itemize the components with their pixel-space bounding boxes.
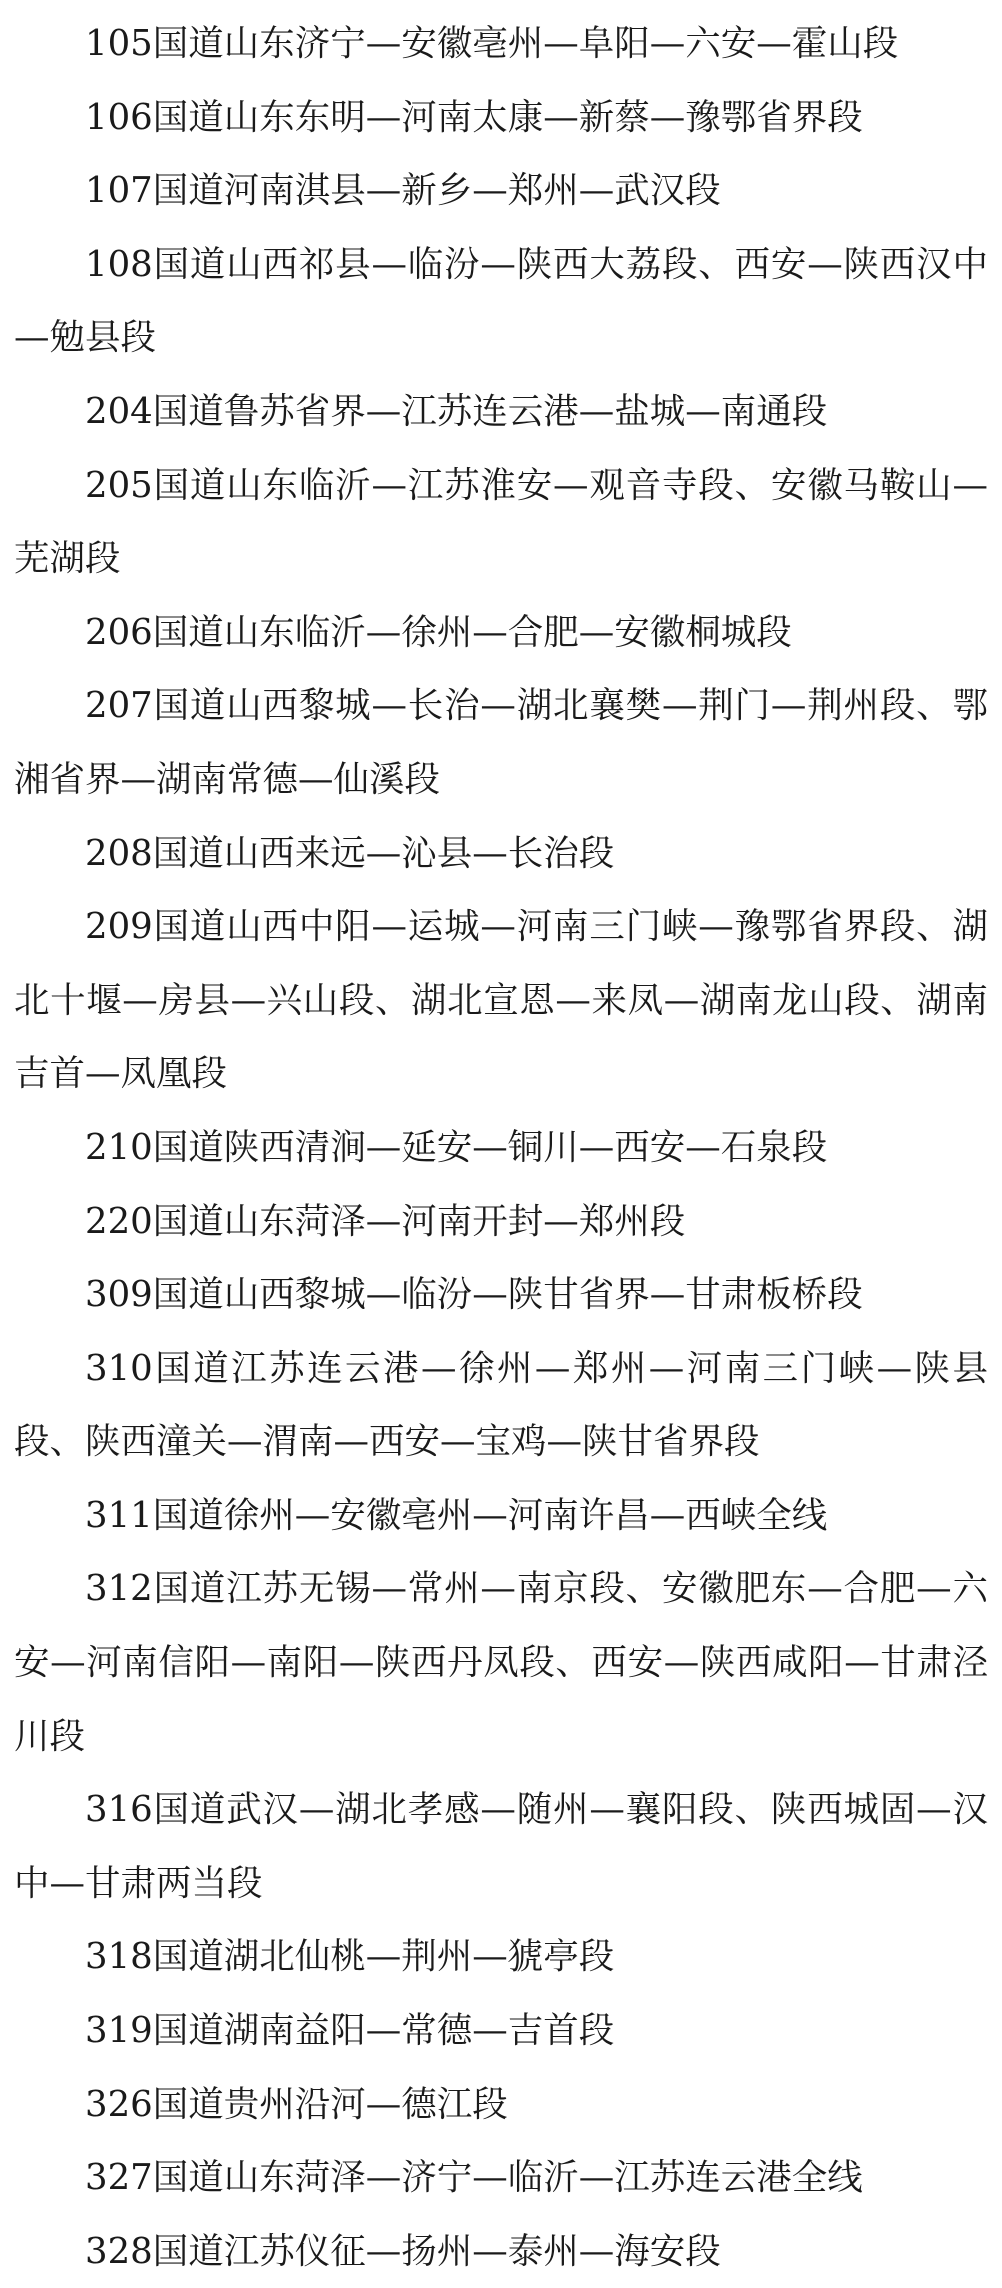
route-paragraph: 208国道山西来远—沁县—长治段 — [85, 832, 615, 874]
route-paragraph: 312国道江苏无锡—常州—南京段、安徽肥东—合肥—六安—河南信阳—南阳—陕西丹凤段、西安—陕西咸阳—甘肃泾川段 — [14, 1568, 988, 1757]
route-paragraph: 220国道山东菏泽—河南开封—郑州段 — [85, 1200, 686, 1242]
route-paragraph: 311国道徐州—安徽亳州—河南许昌—西峡全线 — [85, 1494, 828, 1536]
route-paragraph: 206国道山东临沂—徐州—合肥—安徽桐城段 — [85, 611, 792, 653]
route-paragraph: 328国道江苏仪征—扬州—泰州—海安段 — [85, 2230, 721, 2272]
route-paragraph: 205国道山东临沂—江苏淮安—观音寺段、安徽马鞍山—芜湖段 — [14, 464, 988, 580]
route-paragraph: 210国道陕西清涧—延安—铜川—西安—石泉段 — [85, 1126, 828, 1168]
route-paragraph: 105国道山东济宁—安徽亳州—阜阳—六安—霍山段 — [85, 23, 899, 64]
route-paragraph: 107国道河南淇县—新乡—郑州—武汉段 — [85, 170, 721, 212]
route-paragraph: 309国道山西黎城—临汾—陕甘省界—甘肃板桥段 — [85, 1274, 863, 1316]
route-paragraph: 106国道山东东明—河南太康—新蔡—豫鄂省界段 — [85, 96, 863, 138]
route-paragraph: 209国道山西中阳—运城—河南三门峡—豫鄂省界段、湖北十堰—房县—兴山段、湖北宣恩—来凤—湖南龙山段、湖南吉首—凤凰段 — [14, 906, 988, 1095]
route-paragraph: 316国道武汉—湖北孝感—随州—襄阳段、陕西城固—汉中—甘肃两当段 — [14, 1789, 988, 1904]
route-paragraph: 327国道山东菏泽—济宁—临沂—江苏连云港全线 — [85, 2157, 863, 2199]
route-paragraph: 207国道山西黎城—长治—湖北襄樊—荆门—荆州段、鄂湘省界—湖南常德—仙溪段 — [14, 685, 988, 800]
route-paragraph: 326国道贵州沿河—德江段 — [85, 2083, 508, 2125]
route-paragraph: 204国道鲁苏省界—江苏连云港—盐城—南通段 — [85, 390, 828, 432]
route-paragraph: 310国道江苏连云港—徐州—郑州—河南三门峡—陕县段、陕西潼关—渭南—西安—宝鸡—陕甘省界段 — [14, 1347, 988, 1463]
route-paragraph: 108国道山西祁县—临汾—陕西大荔段、西安—陕西汉中—勉县段 — [14, 243, 988, 359]
route-paragraph: 319国道湖南益阳—常德—吉首段 — [85, 2010, 615, 2052]
route-paragraph: 318国道湖北仙桃—荆州—猇亭段 — [85, 1936, 615, 1978]
route-list-document — [14, 7, 988, 2288]
